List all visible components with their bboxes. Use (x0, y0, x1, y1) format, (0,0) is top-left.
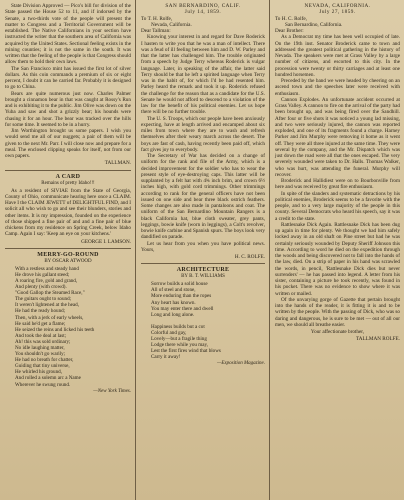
card-paragraph: As a resident of SIVIAE from the State of Georgia, County of Ohio, communicate hearing here once a CLAIM. Have I the CLAIM JEWETT of DELIGHTFUL FIND, and I solicit all who wish to go and see their blunders, stories and other items. It is my impression, founded on the experience of those shipped a fine pair of and and a fine pair of blue chickens from my residence on Spring Creek, below Idaho Camp. Again I say: 'Keep an eye on your kitchens.' (5, 187, 131, 238)
salutation: Dear Tallman: (141, 28, 171, 34)
section-subheading: Remains of pretty Idaho!!! (41, 180, 95, 186)
letter-paragraph: In spite of the slanders and systematic detractions by his political enemies, Broderick seems to be a favorite with the people, and to a very large majority of the people in this county. Several Democrats who heard his speech, say it was a credit to the state. (275, 190, 400, 222)
column-left (0, 0, 135, 500)
letter-paragraph: Let us hear from you when you have political news. Yours, (141, 240, 265, 253)
section-heading: A CARD (55, 173, 81, 180)
divider (5, 170, 131, 171)
signature: H. C. ROLFE. (234, 254, 265, 260)
poem-title: MERRY-GO-ROUND (37, 251, 99, 258)
salutation: Dear Brother: (275, 28, 304, 34)
signature: TALLMAN ROLFE. (356, 336, 400, 343)
dateline: NEVADA, CALIFORNIA. July 27, 1859. (304, 3, 371, 16)
closing: Your affectionate brother, (310, 329, 365, 335)
divider (141, 263, 265, 264)
article-paragraph: Jim Worthington brought us some papers. I wish you would send me all of our nuggets; a pair of them will be given to the next Mr. Parr. I will close now and prepare for a meal. The enclosed clipping speaks for itself, not from our own papers. (5, 128, 131, 159)
signature: GEORGE I. LAMSON. (81, 238, 131, 245)
article-paragraph: Bears are quite numerous just now. Charles Palmer brought a cinnamon bear in that was caught at Rossy's Run and is exhibiting it to the public. Jim Olive was down on the Yuba and saw and shot a grizzly bear; his hounds were chasing it for an hour. The bear was tracked over the hills for some time. It seemed to be in a hurry. (5, 90, 131, 128)
letter-paragraph: Of the unvarying gorge of Gazette that pertain brought into the hands of the reader, it is fitting it is and to be written by the people. With the passing of Dick, who was so daring and dangerous, he is sure to be met — out of all our men, we should all breathe easier. (275, 296, 400, 328)
letter-paragraph: Knowing your interest in and regard for Dave Roderick I hasten to write you that he was a man of intellect. There was a feud of ill feeling between him and D. W. Parley and that the latter has challenged him. The trouble originated from a speech by Judge Terry whereas Roderick is vulgar language. Later, in speaking of the affair, the latter said Terry should be that he left a spirited language when Terry was in the habit of, for which I'd be had resented him. Parley heard the remark and took it up. Roderick refused the challenge for the reason that as a candidate for the U.S. Senate he would not afford to descend to a violation of the law for the benefit of his political enemies. Let us hope there will be no further trouble. (141, 34, 265, 116)
poem-source: —New York Times. (93, 388, 131, 394)
column-right (270, 0, 404, 500)
letter-paragraph: Broderick and Hallidiest were on to Bourbonville from here and was received by great fire enthusiasm. (275, 178, 400, 191)
salutation: To T. H. Rolfe, (141, 15, 173, 22)
letter-paragraph: Cannon Explodes. An unfortunate accident occurred at Grass Valley. A cannon to fire on the arrival of the party had been brought up, and was being fired over the Sandhill. After four or five shots it was noticed a young lad missing, and two were seriously injured, the cannon was reported exploded, and one of its fragments found a charge. Harney Parker and Jim Murphy were removing it home as it went off. They were all three injured at the same time. They were several by the company, and the Mr. Dispatch which was just down the road were all that the ones escaped. The very severely wounded were taken to Dr. Halls. Thomas Walker, who was hurt, was attending the funeral. Murphy will recover. (275, 96, 400, 178)
article-paragraph: State Division Approved — Pico's bill for division of the State passed the House 52 to 11, and if indorsed by the Senate, a two-thirds vote of the people will present the matter to Congress and a Territorial Government will be established. The Native Californians in your section have instructed the writer that the southern area of California was acquired by the United States. Sectional feeling exists in the mining counties; it is not the same in the south. It was written that the feeling of the people is that Congress should allow them to hold their own laws. (5, 3, 131, 66)
signature: TALLMAN. (104, 160, 131, 167)
article-paragraph: The San Francisco mint has issued the first lot of silver dollars. As this coin commands a premium of six or eight percent, I doubt it can be carried far. Probably it is designed to go to China. (5, 65, 131, 91)
divider (5, 248, 131, 249)
poem-text: Sorrow builds a solid house All of steel and stone, More enduring than the ropes Any heart has known. You may enter there and dwell Long and long alone. Happiness builds but a cot Colorful and gay, Lovely—but a fragile thing Lodge there while you may, Lest the first fires wind that blows Carry it away! (151, 281, 221, 361)
salutation: San Bernardino, California. (285, 21, 343, 28)
poem-source: —Exposition Magazine. (216, 361, 265, 367)
poem-author: BY B. T. WILLIAMS (181, 274, 225, 280)
letter-paragraph: The Secretary of War has decided on a change of uniform for the rank and file of the Army, which is a decided improvement for the soldier who has to wear the present style of eye-destroying caps. This latter will be supplanted by a felt hat with 4¾ inch brim, and crown 6½ inches high, with gold cord trimmings. Other trimmings according to rank for the general officers have not been issued on one side and bear three black ostrich feathers. Some changes are also made in pantaloons and coat. The uniform of the San Bernardino Mountain Rangers is a black California hat, blue cloth sweater, grey pants, leggings, bowie knife (worn in leggings), a Colt's revolver, bowie knife carbine and Spanish spurs. The boys look very dandified on parade. (141, 153, 265, 241)
letter-paragraph: The U. S. Troops, which our people have been anxiously expecting, have at length arrived and encamped about six miles from town where they are to wash and refresh themselves after their weary march across the desert. The boys are fast of cash, having recently been paid off, which fact gives joy to everybody. (141, 115, 265, 153)
salutation: To H. C. Rolfe, (275, 15, 307, 22)
poem-text: With a restless and steady hand He drove his gallant steed; A roaring fire, gold and grand, And plenty (with crowd). "Good Gallop the Steamed Race," The guitars ought to sound; It weren't lightened at the head, He had the ready hound; Then, with a jerk of early wheels, He said he'd get a flame; He seized the reins and licked his teeth And took the deal at last; Ah! this was sold ordinary; No idle laughing matter, You shouldn't go warily; He had no breath for chatter, Guiding that tiny universe, He whirled his ground, And rolled a solemn arc a Name Wherever he swung round. (15, 265, 95, 388)
letter-paragraph: Preceded by the band we were headed by cheering on an ascend town and the speeches later were received with enthusiasm. (275, 78, 400, 97)
dateline: SAN BERNARDINO, CALIF. July 14, 1859. (165, 3, 241, 16)
poem-author: BY OSCAR ATWOOD (44, 258, 92, 264)
column-middle (136, 0, 269, 500)
letter-paragraph: As a Democrat my time has been well occupied of late. On the 19th inst. Senator Broderick came to town and addressed the greatest political gathering in the history of Nevada. The speakers were met at Grass Valley by a large number of citizens, and escorted to this city. In the procession were twenty or thirty carriages and at least one hundred horsemen. (275, 34, 400, 78)
salutation: Nevada, California. (151, 21, 192, 28)
poem-title: ARCHITECTURE (176, 267, 230, 274)
letter-paragraph: Rattlesnake Dick Again. Rattlesnake Dick has been dug up again in time for plenty. We thought we had him safely locked away in an old shaft on Pine street but had he was certainly seriously wounded by Deputy Sheriff Johnson this time. According to word he died on the expedition through the woods and being discovered not to fall into the hands of the law, died. On a strip of paper in his hand was scrawled the words, in pencil, 'Rattlesnake Dick dies but never surrenders' — he has passed into legend. A letter from his sister, containing a picture he took recently, was found in his pocket. There was no evidence to show where it was written or mailed. (275, 221, 400, 297)
